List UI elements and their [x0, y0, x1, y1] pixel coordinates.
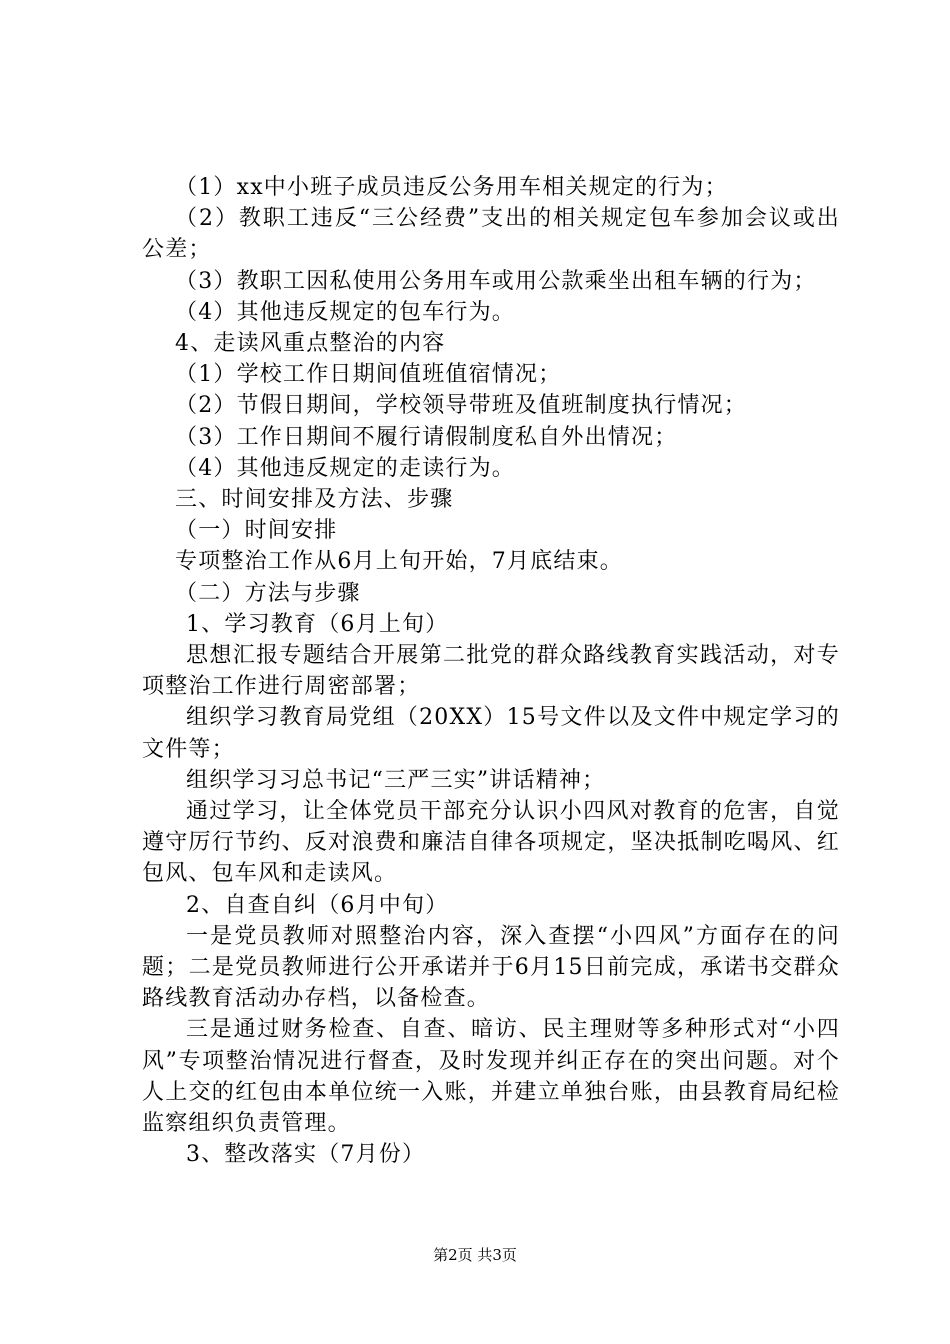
paragraph-3: （3）教职工因私使用公务用车或用公款乘坐出租车辆的行为；: [175, 268, 817, 294]
paragraph-4: （4）其他违反规定的包车行为。: [175, 299, 515, 325]
step-heading-2: 2、自查自纠（6月中旬）: [186, 892, 449, 918]
document-body: [142, 172, 840, 1171]
paragraph-5: （1）学校工作日期间值班值宿情况；: [175, 362, 562, 388]
paragraph-7: （3）工作日期间不履行请假制度私自外出情况；: [175, 424, 678, 450]
paragraph-10: 思想汇报专题结合开展第二批党的群众路线教育实践活动，对专项整治工作进行周密部署；: [142, 643, 840, 700]
paragraph-2: （2）教职工违反“三公经费”支出的相关规定包车参加会议或出公差；: [142, 206, 840, 263]
subsection-heading-1: （一）时间安排: [175, 518, 338, 544]
paragraph-11: 组织学习教育局党组（20XX）15号文件以及文件中规定学习的文件等；: [142, 705, 840, 762]
section-heading-4: 4、走读风重点整治的内容: [175, 331, 446, 357]
paragraph-15: 三是通过财务检查、自查、暗访、民主理财等多种形式对“小四风”专项整治情况进行督查，及时发现并纠正存在的突出问题。对个人上交的红包由本单位统一入账，并建立单独台账，由县教育局纪检监察组织负责管理。: [142, 1017, 840, 1137]
paragraph-13: 通过学习，让全体党员干部充分认识小四风对教育的危害，自觉遵守厉行节约、反对浪费和廉洁自律各项规定，坚决抵制吃喝风、红包风、包车风和走读风。: [142, 799, 840, 887]
step-heading-3: 3、整改落实（7月份）: [186, 1142, 426, 1168]
section-heading-3: 三、时间安排及方法、步骤: [175, 487, 454, 513]
paragraph-1: （1）xx中小班子成员违反公务用车相关规定的行为；: [175, 175, 728, 200]
paragraph-8: （4）其他违反规定的走读行为。: [175, 455, 515, 481]
paragraph-6: （2）节假日期间，学校领导带班及值班制度执行情况；: [175, 393, 747, 419]
subsection-heading-2: （二）方法与步骤: [175, 580, 361, 606]
paragraph-9: 专项整治工作从6月上旬开始，7月底结束。: [175, 549, 623, 575]
paragraph-14: 一是党员教师对照整治内容，深入查摆“小四风”方面存在的问题；二是党员教师进行公开承诺并于6月15日前完成，承诺书交群众路线教育活动办存档，以备检查。: [142, 923, 840, 1012]
paragraph-12: 组织学习习总书记“三严三实”讲话精神；: [186, 767, 606, 793]
page-footer: 第2页 共3页: [433, 1246, 517, 1264]
step-heading-1: 1、学习教育（6月上旬）: [186, 611, 449, 637]
